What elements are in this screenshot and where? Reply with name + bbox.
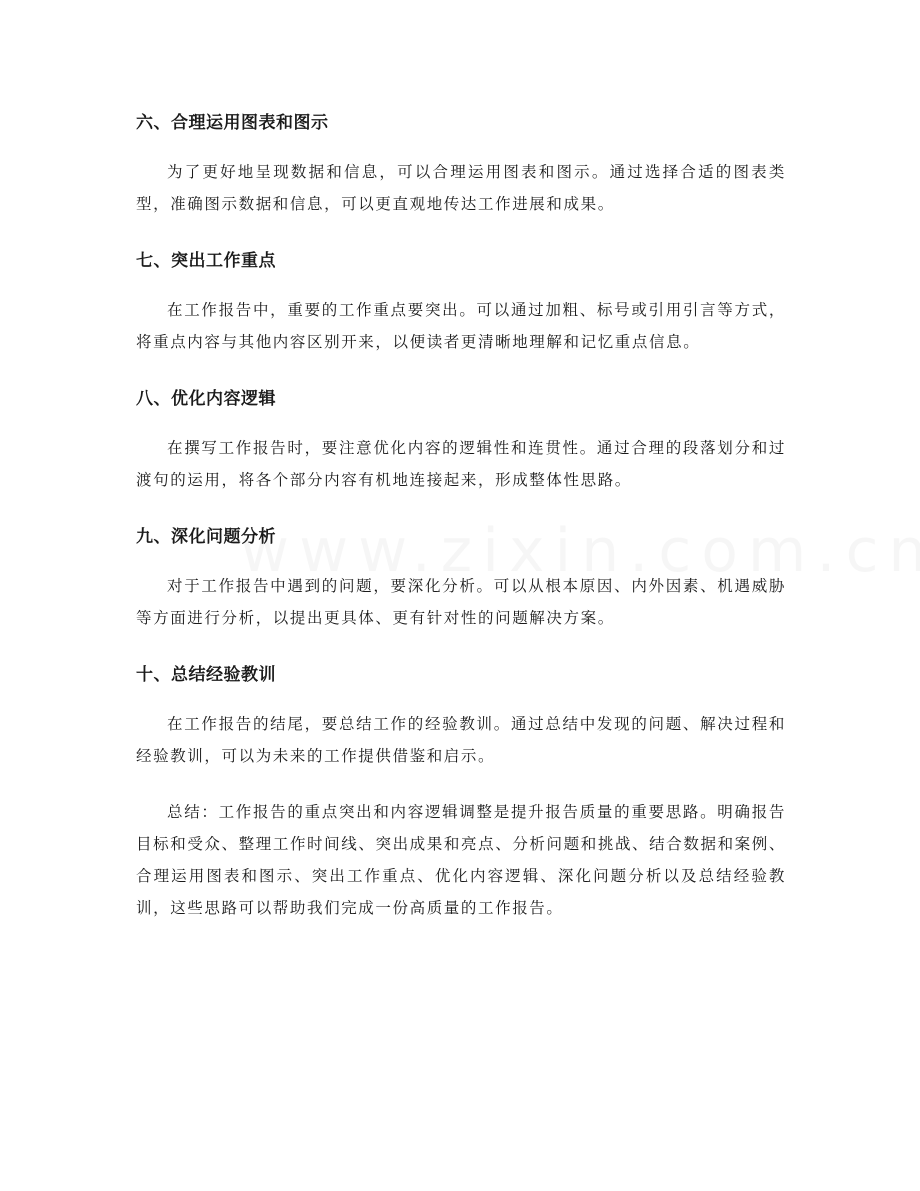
section-heading-9: 九、深化问题分析: [136, 527, 276, 547]
section-heading-8: 八、优化内容逻辑: [136, 389, 276, 409]
paragraph-line: 威胁等方面进行分析，以提出更具体、更有针对性的问题解决方案。: [136, 577, 787, 627]
section-paragraph-10: [136, 708, 786, 772]
paragraph-line: 式，将重点内容与其他内容区别开来，以便读者更清晰地理解和记忆重点信息。: [136, 301, 787, 351]
section-paragraph-8: [136, 432, 786, 496]
paragraph-line: 在工作报告中，重要的工作重点要突出。可以通过加粗、标号或引用引言等方: [167, 301, 752, 319]
paragraph-line: 为了更好地呈现数据和信息，可以合理运用图表和图示。通过选择合适的图表: [167, 163, 769, 181]
section-heading-6: 六、合理运用图表和图示: [136, 113, 329, 133]
paragraph-line: 程和经验教训，可以为未来的工作提供借鉴和启示。: [136, 715, 787, 765]
paragraph-line: 和案例、合理运用图表和图示、突出工作重点、优化内容逻辑、深化问题分析以及: [136, 835, 786, 885]
paragraph-line: 类型，准确图示数据和信息，可以更直观地传达工作进展和成果。: [136, 163, 786, 213]
section-heading-7: 七、突出工作重点: [136, 251, 276, 271]
paragraph-line: 总结：工作报告的重点突出和内容逻辑调整是提升报告质量的重要思路。明确: [167, 803, 752, 821]
section-paragraph-6: [136, 156, 786, 220]
paragraph-line: 在工作报告的结尾，要总结工作的经验教训。通过总结中发现的问题、解决过: [167, 715, 752, 733]
paragraph-line: 报告目标和受众、整理工作时间线、突出成果和亮点、分析问题和挑战、结合数据: [136, 803, 787, 853]
paragraph-line: 总结经验教训，这些思路可以帮助我们完成一份高质量的工作报告。: [136, 867, 786, 917]
section-paragraph-7: [136, 294, 786, 358]
paragraph-line: 在撰写工作报告时，要注意优化内容的逻辑性和连贯性。通过合理的段落划分: [167, 439, 752, 457]
summary-paragraph: [136, 796, 786, 924]
section-heading-10: 十、总结经验教训: [136, 665, 276, 685]
section-paragraph-9: [136, 570, 786, 634]
paragraph-line: 和过渡句的运用，将各个部分内容有机地连接起来，形成整体性思路。: [136, 439, 787, 489]
document-body: [136, 104, 786, 924]
paragraph-line: 对于工作报告中遇到的问题，要深化分析。可以从根本原因、内外因素、机遇: [167, 577, 752, 595]
